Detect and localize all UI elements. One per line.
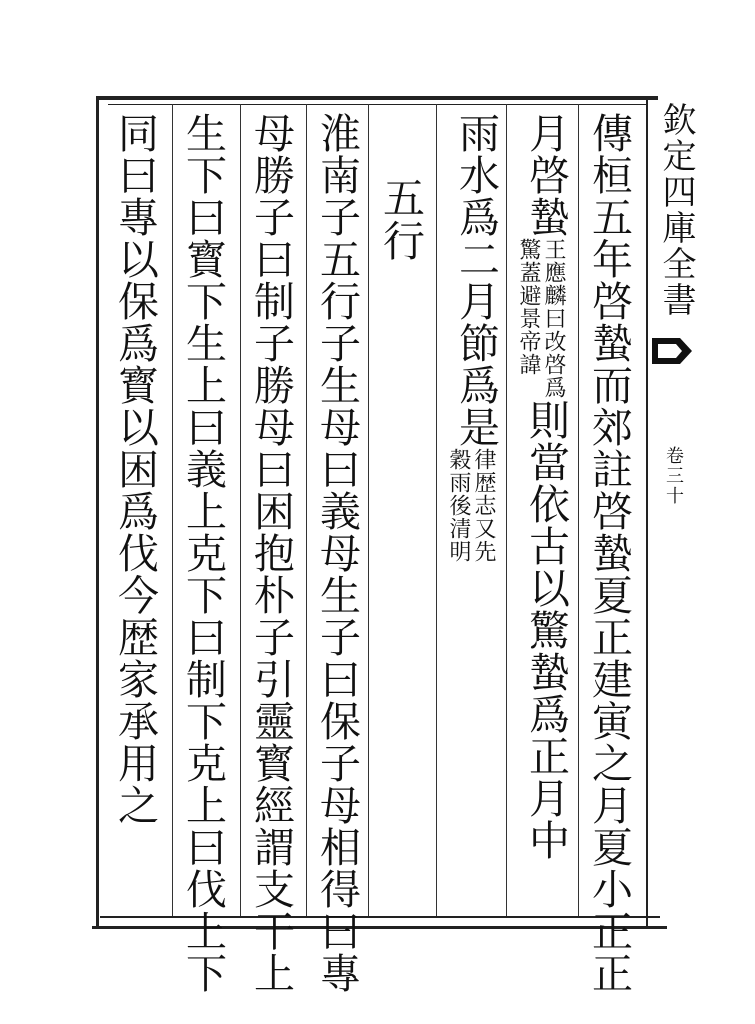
column-divider bbox=[306, 104, 307, 916]
volume-label: 卷三十 bbox=[663, 446, 684, 506]
top-border-rule bbox=[98, 96, 658, 100]
text-column-1: 傳桓五年啓蟄而郊註啓蟄夏正建寅之月夏小正正 bbox=[585, 112, 633, 994]
section-heading: 五行 bbox=[377, 176, 426, 262]
text-column-3 bbox=[446, 112, 500, 563]
text-column-2 bbox=[516, 112, 570, 861]
annotation-note: 王應麟曰改啓爲 驚蓋避景帝諱 bbox=[516, 238, 566, 399]
main-text: 雨水爲二月節爲是 bbox=[452, 112, 500, 448]
column-divider bbox=[368, 104, 369, 916]
top-inner-rule bbox=[108, 104, 648, 105]
column-divider bbox=[578, 104, 579, 916]
column-divider bbox=[240, 104, 241, 916]
text-column-5: 淮南子五行子生母曰義母生子曰保子母相得曰專 bbox=[313, 112, 361, 994]
main-text: 則當依古以驚蟄爲正月中 bbox=[522, 399, 570, 861]
left-border-rule bbox=[96, 96, 99, 928]
column-divider bbox=[436, 104, 437, 916]
right-border-rule bbox=[646, 96, 648, 926]
fish-tail-mark-icon bbox=[650, 334, 694, 368]
main-text: 月啓蟄 bbox=[522, 112, 570, 238]
column-divider bbox=[172, 104, 173, 916]
column-divider bbox=[506, 104, 507, 916]
annotation-note: 律歴志又先 穀雨後清明 bbox=[446, 448, 496, 563]
text-column-6: 母勝子曰制子勝母曰困抱朴子引靈寳經謂支干上 bbox=[247, 112, 295, 994]
text-column-7: 生下曰寳下生上曰義上克下曰制下克上曰伐上下 bbox=[179, 112, 227, 994]
text-column-8: 同曰專以保爲寳以困爲伐今歴家承用之 bbox=[111, 112, 159, 826]
series-title: 欽定四庫全書 bbox=[656, 102, 696, 318]
